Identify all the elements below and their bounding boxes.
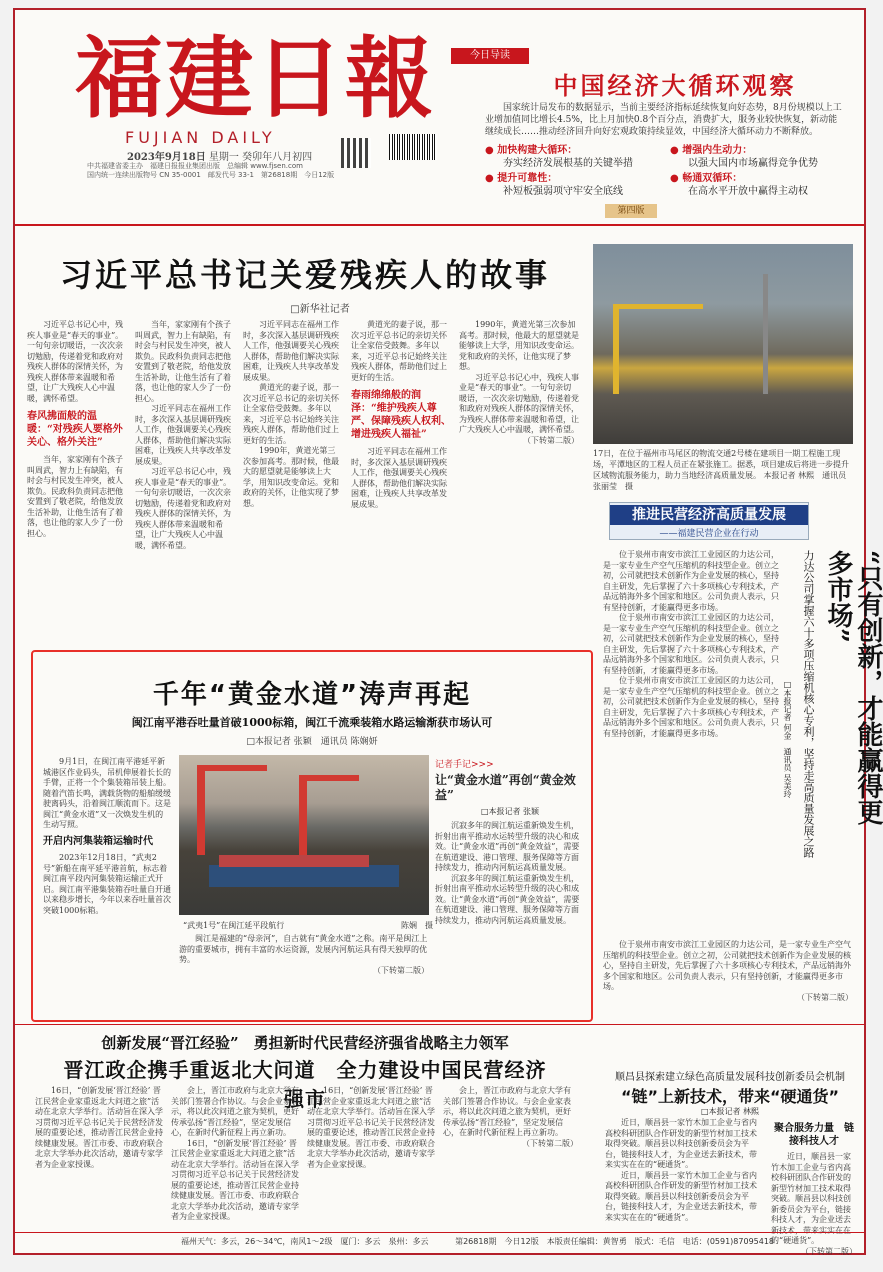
lead-subhead: 春雨绵绵般的润泽：“维护残疾人尊严、保障残疾人权利、增进残疾人福祉” — [351, 390, 451, 440]
br-column — [605, 1118, 763, 1226]
sidebar-byline: □本报记者 张颖 — [480, 807, 540, 816]
guide-item-heading: 畅通双循环： — [682, 173, 743, 184]
guide-item-sub: 在高水平开放中赢得主动权 — [688, 186, 808, 197]
lead-column — [135, 320, 235, 675]
date: 2023年9月18日 — [127, 152, 206, 163]
guide-item-heading: 加快构建大循环： — [497, 145, 578, 156]
feature-caption-text: “武夷1号”在闽江延平段航行 — [183, 921, 285, 930]
lead-columns — [27, 320, 593, 675]
construction-photo — [593, 244, 853, 444]
bottom-paragraph: 会上，晋江市政府与北京大学有关部门签署合作协议。与会企业家表示，将以此次问道之旅为契机，更好传承弘扬“晋江经验”，坚定发展信心，在新时代新征程上再立新功。 — [171, 1086, 299, 1137]
feature-photo-credit: 陈娴 摄 — [401, 921, 433, 930]
br-subhead: 聚合服务力量 链接科技人才 — [774, 1123, 854, 1147]
lead-column — [243, 320, 343, 675]
guide-item-sub: 夯实经济发展根基的关键举措 — [503, 158, 633, 169]
lead-paragraph: 当年，家家刚有个孩子叫周武，智力上有缺陷，有时会与村民发生冲突，被人欺负。民政科负责同志把他安置到了敬老院，给他发放生活补助，让他生活有了着落，也让他的家人少了一份担心。 — [27, 455, 123, 538]
feature-continued[interactable]: （下转第二版） — [373, 965, 429, 975]
feature-subhead: 开启内河集装箱运输时代 — [43, 835, 153, 847]
barcode-icon — [389, 134, 437, 160]
sidebar-title[interactable]: 让“黄金水道”再创“黄金效益” — [435, 773, 576, 802]
qr-code-icon — [341, 138, 371, 168]
private-economy-byline: □本报记者 何金 通讯员 吴美玲 — [783, 680, 792, 799]
guide-item[interactable] — [485, 172, 660, 198]
weekday: 星期一 癸卯年八月初四 — [208, 152, 313, 163]
bottom-paragraph: 会上，晋江市政府与北京大学有关部门签署合作协议。与会企业家表示，将以此次问道之旅为契机，更好传承弘扬“晋江经验”，坚定发展信心，在新时代新征程上再立新功。 — [443, 1086, 571, 1137]
br-headline[interactable]: “链”上新技术，带来“硬通货” — [620, 1087, 840, 1106]
br-kicker: 顺昌县探索建立绿色高质量发展科技创新委员会机制 — [615, 1072, 845, 1083]
banner-subtitle: ——福建民营企业在行动 — [659, 529, 759, 539]
lead-paragraph: 习近平总书记心中，残疾人事业是“春天的事业”。一句句亲切暖语，一次次亲切勉励，传递着党和政府对残疾人群体的深情关怀，为残疾人群体带来温暖和希望，让广大残疾人心中温暖，满怀希望。 — [27, 320, 124, 403]
crane-shape — [197, 765, 267, 771]
bottom-column — [307, 1086, 435, 1218]
photo-caption-text: 17日，在位于福州市马尾区的物流交通2号楼在建项目一期工程施工现场，平潭地区的工程人员正在紧张施工。据悉，项目建成后将进一步提升区域物流服务能力，助力当地经济高质量发展。 — [593, 449, 849, 480]
guide-item[interactable] — [670, 172, 845, 198]
feature-box — [31, 650, 593, 1022]
br-continued[interactable]: （下转第二版） — [801, 1246, 857, 1256]
bottom-column — [443, 1086, 578, 1218]
sidebar-body — [435, 821, 585, 1021]
bullet-icon: ● — [485, 145, 498, 156]
sidebar-paragraph: 沉寂多年的闽江航运重新焕发生机，折射出南平推动水运转型升级的决心和成效。让“黄金水道”再创“黄金效益”，需要在航道建设、港口管理、服务保障等方面持续发力，推动内河航运高质量发展。 — [435, 873, 580, 925]
bottom-column — [35, 1086, 163, 1218]
lead-paragraph: 当年，家家刚有个孩子叫周武，智力上有缺陷，有时会与村民发生冲突，被人欺负。民政科负责同志把他安置到了敬老院，给他发放生活补助，让他生活有了着落，也让他的家人少了一份担心。 — [135, 320, 231, 403]
guide-item-sub: 以强大国内市场赢得竞争优势 — [688, 158, 818, 169]
guide-item[interactable] — [670, 144, 845, 170]
lead-byline: □新华社记者 — [290, 304, 350, 315]
guide-summary: 国家统计局发布的数据显示，当前主要经济指标延续恢复向好态势，8月份规模以上工业增加值同比增长4.5%，比上月加快0.8个百分点，消费扩大，服务业较快恢复，新动能继续成长……推动经济回升向好宏观政策持续显效，中国经济大循环动力不断释放。 — [485, 103, 842, 137]
bullet-icon: ● — [670, 145, 683, 156]
bottom-continued[interactable]: （下转第二版） — [522, 1138, 578, 1148]
container-shape — [219, 855, 369, 867]
lead-paragraph: 习近平总书记心中，残疾人事业是“春天的事业”。一句句亲切暖语，一次次亲切勉励，传递着党和政府对残疾人群体的深情关怀，为残疾人群体带来温暖和希望，让广大残疾人心中温暖，满怀希望。 — [459, 372, 579, 434]
photo-caption — [593, 448, 853, 492]
lead-paragraph: 黄道光的妻子说，那一次习近平总书记的亲切关怀让全家倍受鼓舞。多年以来，习近平总书记始终关注残疾人群体，帮助他们过上更好的生活。 — [351, 320, 447, 382]
pe-paragraph: 位于泉州市南安市滨江工业园区的力达公司，是一家专业生产空气压缩机的科技型企业。创立之初，公司就把技术创新作为企业发展的核心，坚持自主研发，先后掌握了六十多项核心专利技术，产品远销海外多个国家和地区。公司负责人表示，只有坚持创新，才能赢得更多市场。 — [603, 676, 779, 738]
feature-photo-caption — [183, 920, 433, 931]
sidebar-paragraph: 沉寂多年的闽江航运重新焕发生机，折射出南平推动水运转型升级的决心和成效。让“黄金水道”再创“黄金效益”，需要在航道建设、港口管理、服务保障等方面持续发力，推动内河航运高质量发展。 — [435, 821, 580, 872]
feature-column — [43, 757, 171, 1007]
crane-shape — [299, 775, 307, 855]
banner-title: 推进民营经济高质量发展 — [610, 505, 808, 525]
bottom-column — [171, 1086, 299, 1221]
br-byline: □本报记者 林熙 — [700, 1107, 760, 1116]
br-paragraph: 近日，顺昌县一家竹木加工企业与省内高校科研团队合作研发的新型竹材加工技术取得突破。顺昌县以科技创新委员会为平台，链接科技人才，为企业送去新技术，带来实实在在的“硬通货”。 — [605, 1118, 757, 1169]
feature-headline[interactable]: 千年“黄金水道”涛声再起 — [152, 680, 472, 710]
feature-paragraph: 9月1日，在闽江南平港延平新城港区作业码头，吊机伸展着长长的手臂，正将一个个集装箱吊装上船。随着汽笛长鸣，满载货物的船舶缓缓驶离码头，沿着闽江顺流而下。这是闽江“黄金水道”又一次焕发生机的生动写照。 — [43, 757, 171, 829]
pe-continued[interactable]: （下转第二版） — [797, 992, 853, 1002]
sidebar-label: 记者手记>>> — [435, 760, 494, 770]
publisher-info — [87, 162, 457, 180]
masthead-english: FUJIAN DAILY — [125, 128, 276, 147]
guide-tag: 今日导读 — [451, 48, 529, 64]
masthead-divider — [15, 224, 864, 226]
lead-column — [351, 320, 451, 675]
guide-page-ref[interactable]: 第四版 — [605, 204, 657, 218]
feature-subheadline: 闽江南平港吞吐量首破1000标箱，闽江千流乘装箱水路运输渐获市场认可 — [131, 716, 493, 729]
lead-continued[interactable]: （下转第二版） — [523, 435, 579, 445]
feature-byline: □本报记者 张颖 通讯员 陈娴妍 — [246, 737, 378, 747]
lead-subhead: 春风拂面般的温暖：“对残疾人要格外关心、格外关注” — [27, 411, 123, 448]
bottom-paragraph: 16日，“创新发展‘晋江经验’ 晋江民营企业家重返北大问道之旅”活动在北京大学举行。活动旨在深入学习贯彻习近平总书记关于民营经济发展的重要论述，推动晋江民营企业持续健康发展。晋江市委、市政府联合北京大学举办此次活动，邀请专家学者为企业家授课。 — [307, 1086, 435, 1169]
bottom-paragraph: 16日，“创新发展‘晋江经验’ 晋江民营企业家重返北大问道之旅”活动在北京大学举行。活动旨在深入学习贯彻习近平总书记关于民营经济发展的重要论述，推动晋江民营企业持续健康发展。晋江市委、市政府联合北京大学举办此次活动，邀请专家学者为企业家授课。 — [35, 1086, 163, 1169]
feature-sidebar — [435, 757, 585, 1021]
private-economy-banner — [609, 502, 809, 540]
bottom-kicker: 创新发展“晋江经验” 勇担新时代民营经济强省战略主力领军 — [101, 1034, 509, 1052]
footer-weather: 福州天气：多云，26～34℃，南风1～2级 厦门：多云 泉州：多云 — [181, 1237, 429, 1246]
newspaper-page — [13, 8, 883, 1256]
br-column — [771, 1118, 857, 1256]
pe-paragraph: 位于泉州市南安市滨江工业园区的力达公司，是一家专业生产空气压缩机的科技型企业。创立之初，公司就把技术创新作为企业发展的核心，坚持自主研发，先后掌握了六十多项核心专利技术，产品远销海外多个国家和地区。公司负责人表示，只有坚持创新，才能赢得更多市场。 — [603, 550, 779, 612]
river-port-photo — [179, 755, 429, 915]
lead-paragraph: 1990年，黄道光第三次参加高考。那时候，他最大的愿望就是能够读上大学，用知识改变命运。党和政府的关怀，让他实现了梦想。 — [243, 446, 339, 508]
lead-paragraph: 习近平同志在福州工作时，多次深入基层调研残疾人工作，他强调要关心残疾人群体，帮助他们解决实际困难，让残疾人共享改革发展成果。 — [243, 320, 339, 382]
guide-item[interactable] — [485, 144, 660, 170]
feature-bottom-text — [179, 934, 429, 1012]
crane-shape — [763, 274, 768, 394]
registration-line: 国内统一连续出版物号 CN 35-0001 邮发代号 33-1 第26818期 今日12版 — [87, 171, 335, 179]
crane-shape — [299, 775, 359, 781]
publisher-line: 中共福建省委主办 福建日报报业集团出版 总编辑 www.fjsen.com — [87, 162, 303, 170]
guide-item-heading: 增强内生动力： — [682, 145, 753, 156]
feature-paragraph: 2023年12月18日，“武夷2号”新船在南平延平港首航，标志着闽江南平段内河集装箱运输正式开启。闽江南平港集装箱吞吐量自开通以来稳步增长，今年以来吞吐量首次突破1000标箱。 — [43, 853, 171, 915]
guide-title[interactable]: 中国经济大循环观察 — [553, 72, 797, 100]
bullet-icon: ● — [485, 173, 498, 184]
footer-issue: 第26818期 今日12版 本版责任编辑：黄智勇 版式：毛信 电话：(0591)87095418 — [455, 1237, 775, 1246]
bottom-paragraph: 16日，“创新发展‘晋江经验’ 晋江民营企业家重返北大问道之旅”活动在北京大学举行。活动旨在深入学习贯彻习近平总书记关于民营经济发展的重要论述，推动晋江民营企业持续健康发展。晋江市委、市政府联合北京大学举办此次活动，邀请专家学者为企业家授课。 — [171, 1138, 299, 1221]
lead-column — [459, 320, 579, 675]
lead-paragraph: 1990年，黄道光第三次参加高考。那时候，他最大的愿望就是能够读上大学，用知识改变命运。党和政府的关怀，让他实现了梦想。 — [459, 320, 579, 371]
lead-paragraph: 习近平同志在福州工作时，多次深入基层调研残疾人工作，他强调要关心残疾人群体，帮助他们解决实际困难，让残疾人共享改革发展成果。 — [135, 404, 231, 466]
vertical-headline[interactable]: “只有创新，才能赢得更多市场” — [823, 550, 883, 825]
footer — [15, 1232, 864, 1250]
masthead-date — [127, 148, 312, 163]
vertical-subheadline: 力达公司掌握六十多项压缩机核心专利，坚持走高质量发展之路 — [802, 550, 815, 858]
ship-shape — [209, 865, 399, 887]
br-paragraph: 近日，顺昌县一家竹木加工企业与省内高校科研团队合作研发的新型竹材加工技术取得突破。顺昌县以科技创新委员会为平台，链接科技人才，为企业送去新技术，带来实实在在的“硬通货”。 — [605, 1170, 757, 1222]
pe-paragraph: 位于泉州市南安市滨江工业园区的力达公司，是一家专业生产空气压缩机的科技型企业。创立之初，公司就把技术创新作为企业发展的核心，坚持自主研发，先后掌握了六十多项核心专利技术，产品远销海外多个国家和地区。公司负责人表示，只有坚持创新，才能赢得更多市场。 — [603, 613, 779, 675]
lead-paragraph: 习近平同志在福州工作时，多次深入基层调研残疾人工作，他强调要关心残疾人群体，帮助他们解决实际困难，让残疾人共享改革发展成果。 — [351, 447, 447, 509]
bottom-divider — [15, 1024, 864, 1025]
pe-paragraph: 位于泉州市南安市滨江工业园区的力达公司，是一家专业生产空气压缩机的科技型企业。创立之初，公司就把技术创新作为企业发展的核心，坚持自主研发，先后掌握了六十多项核心专利技术，产品远销海外多个国家和地区。公司负责人表示，只有坚持创新，才能赢得更多市场。 — [603, 940, 851, 991]
lead-headline[interactable]: 习近平总书记关爱残疾人的故事 — [59, 256, 550, 294]
masthead-title: 福建日報 — [75, 26, 436, 130]
guide-item-heading: 提升可靠性： — [497, 173, 558, 184]
private-economy-bottom — [603, 940, 853, 1020]
crane-shape — [613, 304, 619, 394]
feature-paragraph: 闽江是福建的“母亲河”，自古就有“黄金水道”之称。南平是闽江上游的重要城市，拥有丰富的水运资源，发展内河航运具有得天独厚的优势。 — [179, 934, 428, 964]
crane-shape — [197, 765, 205, 855]
lead-column — [27, 320, 127, 675]
photo-credit: 本报记者 林熙 通讯员 张丽莹 摄 — [593, 471, 847, 491]
lead-paragraph: 习近平总书记心中，残疾人事业是“春天的事业”。一句句亲切暖语，一次次亲切勉励，传递着党和政府对残疾人群体的深情关怀，为残疾人群体带来温暖和希望，让广大残疾人心中温暖，满怀希望。 — [135, 467, 232, 550]
crane-shape — [613, 304, 703, 309]
bullet-icon: ● — [670, 173, 683, 184]
bottom-headline[interactable]: 晋江政企携手重返北大问道 全力建设中国民营经济强市 — [63, 1058, 547, 1111]
br-paragraph: 近日，顺昌县一家竹木加工企业与省内高校科研团队合作研发的新型竹材加工技术取得突破。顺昌县以科技创新委员会为平台，链接科技人才，为企业送去新技术，带来实实在在的“硬通货”。 — [771, 1152, 851, 1245]
lead-paragraph: 黄道光的妻子说，那一次习近平总书记的亲切关怀让全家倍受鼓舞。多年以来，习近平总书记始终关注残疾人群体，帮助他们过上更好的生活。 — [243, 383, 339, 445]
guide-item-sub: 补短板强弱项守牢安全底线 — [503, 186, 623, 197]
